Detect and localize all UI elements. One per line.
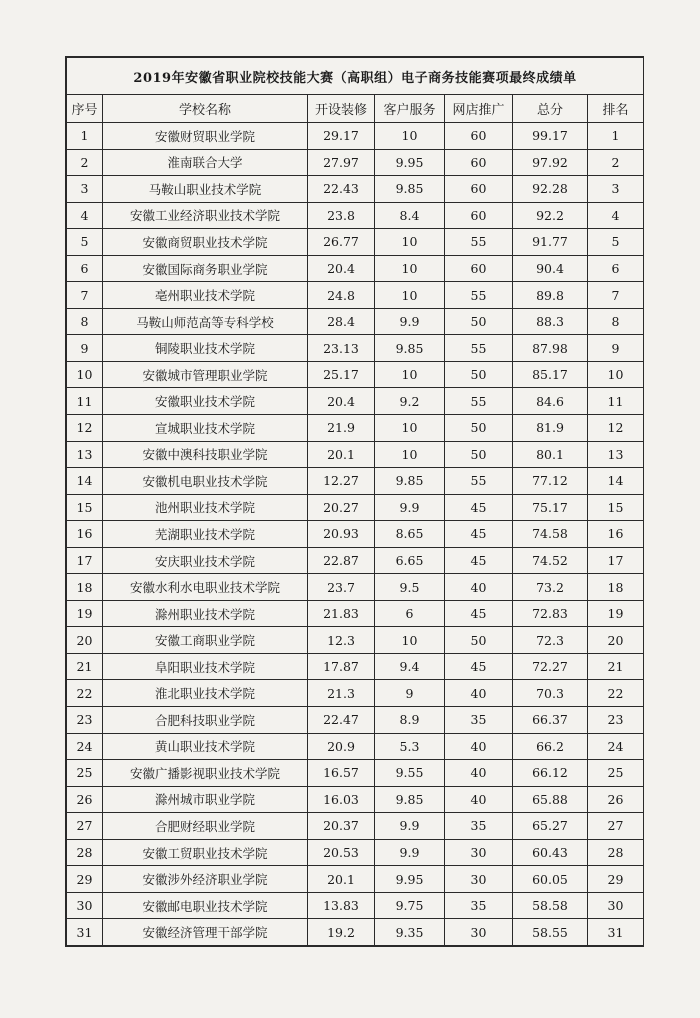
cell-store-setup: 19.2 [308, 919, 375, 946]
cell-rank: 25 [588, 760, 644, 787]
cell-rank: 1 [588, 123, 644, 150]
cell-store-promotion: 50 [445, 441, 513, 468]
cell-store-setup: 22.87 [308, 547, 375, 574]
table-row [67, 468, 644, 495]
header-cell-total: 总分 [513, 95, 588, 123]
cell-total: 81.9 [513, 415, 588, 442]
cell-index: 1 [67, 123, 103, 150]
cell-rank: 30 [588, 892, 644, 919]
cell-index: 3 [67, 176, 103, 203]
cell-index: 22 [67, 680, 103, 707]
cell-store-promotion: 55 [445, 335, 513, 362]
cell-customer-service: 9.2 [375, 388, 445, 415]
cell-store-setup: 17.87 [308, 653, 375, 680]
cell-rank: 4 [588, 202, 644, 229]
cell-total: 60.43 [513, 839, 588, 866]
cell-store-promotion: 30 [445, 919, 513, 946]
cell-school-name: 安徽商贸职业技术学院 [103, 229, 308, 256]
cell-school-name: 安庆职业技术学院 [103, 547, 308, 574]
cell-school-name: 马鞍山师范高等专科学校 [103, 308, 308, 335]
cell-store-setup: 26.77 [308, 229, 375, 256]
cell-customer-service: 10 [375, 627, 445, 654]
cell-total: 65.88 [513, 786, 588, 813]
cell-school-name: 安徽邮电职业技术学院 [103, 892, 308, 919]
cell-index: 12 [67, 415, 103, 442]
cell-store-promotion: 35 [445, 813, 513, 840]
cell-total: 58.58 [513, 892, 588, 919]
cell-school-name: 马鞍山职业技术学院 [103, 176, 308, 203]
cell-rank: 10 [588, 361, 644, 388]
cell-index: 18 [67, 574, 103, 601]
cell-customer-service: 9.35 [375, 919, 445, 946]
cell-total: 65.27 [513, 813, 588, 840]
cell-school-name: 合肥财经职业学院 [103, 813, 308, 840]
header-row [67, 95, 644, 123]
cell-total: 87.98 [513, 335, 588, 362]
cell-store-promotion: 50 [445, 308, 513, 335]
cell-index: 28 [67, 839, 103, 866]
cell-store-setup: 24.8 [308, 282, 375, 309]
cell-store-setup: 22.47 [308, 707, 375, 734]
table-row [67, 680, 644, 707]
cell-rank: 27 [588, 813, 644, 840]
cell-store-promotion: 40 [445, 786, 513, 813]
cell-total: 70.3 [513, 680, 588, 707]
cell-total: 77.12 [513, 468, 588, 495]
cell-index: 19 [67, 600, 103, 627]
cell-index: 17 [67, 547, 103, 574]
cell-school-name: 黄山职业技术学院 [103, 733, 308, 760]
cell-index: 30 [67, 892, 103, 919]
cell-total: 60.05 [513, 866, 588, 893]
cell-customer-service: 10 [375, 123, 445, 150]
cell-store-promotion: 55 [445, 282, 513, 309]
cell-school-name: 安徽工业经济职业技术学院 [103, 202, 308, 229]
cell-store-promotion: 60 [445, 176, 513, 203]
cell-customer-service: 9.85 [375, 786, 445, 813]
cell-rank: 2 [588, 149, 644, 176]
cell-rank: 11 [588, 388, 644, 415]
cell-school-name: 芜湖职业技术学院 [103, 521, 308, 548]
cell-index: 6 [67, 255, 103, 282]
cell-index: 11 [67, 388, 103, 415]
cell-customer-service: 9.55 [375, 760, 445, 787]
cell-store-promotion: 45 [445, 653, 513, 680]
table-row [67, 919, 644, 946]
cell-rank: 3 [588, 176, 644, 203]
cell-customer-service: 9.85 [375, 176, 445, 203]
cell-store-promotion: 35 [445, 892, 513, 919]
cell-store-setup: 21.9 [308, 415, 375, 442]
cell-store-setup: 20.4 [308, 255, 375, 282]
cell-customer-service: 9.5 [375, 574, 445, 601]
cell-index: 23 [67, 707, 103, 734]
cell-school-name: 池州职业技术学院 [103, 494, 308, 521]
cell-customer-service: 10 [375, 282, 445, 309]
cell-store-setup: 23.7 [308, 574, 375, 601]
cell-store-setup: 20.4 [308, 388, 375, 415]
cell-index: 15 [67, 494, 103, 521]
cell-customer-service: 9.95 [375, 149, 445, 176]
table-row [67, 653, 644, 680]
cell-index: 24 [67, 733, 103, 760]
cell-store-setup: 20.1 [308, 441, 375, 468]
cell-school-name: 铜陵职业技术学院 [103, 335, 308, 362]
cell-store-promotion: 50 [445, 361, 513, 388]
cell-store-promotion: 50 [445, 627, 513, 654]
cell-store-promotion: 30 [445, 839, 513, 866]
table-row [67, 866, 644, 893]
cell-total: 72.27 [513, 653, 588, 680]
cell-rank: 8 [588, 308, 644, 335]
cell-total: 72.3 [513, 627, 588, 654]
cell-index: 7 [67, 282, 103, 309]
cell-school-name: 淮南联合大学 [103, 149, 308, 176]
cell-school-name: 安徽涉外经济职业学院 [103, 866, 308, 893]
cell-school-name: 阜阳职业技术学院 [103, 653, 308, 680]
cell-index: 13 [67, 441, 103, 468]
cell-total: 72.83 [513, 600, 588, 627]
cell-total: 84.6 [513, 388, 588, 415]
cell-store-promotion: 60 [445, 255, 513, 282]
cell-rank: 20 [588, 627, 644, 654]
cell-customer-service: 9 [375, 680, 445, 707]
cell-store-setup: 12.27 [308, 468, 375, 495]
table-row [67, 627, 644, 654]
table-row [67, 335, 644, 362]
cell-school-name: 安徽财贸职业学院 [103, 123, 308, 150]
cell-store-setup: 27.97 [308, 149, 375, 176]
cell-rank: 21 [588, 653, 644, 680]
table-row [67, 600, 644, 627]
table-row [67, 361, 644, 388]
cell-rank: 24 [588, 733, 644, 760]
cell-store-promotion: 35 [445, 707, 513, 734]
cell-total: 66.2 [513, 733, 588, 760]
cell-school-name: 合肥科技职业学院 [103, 707, 308, 734]
cell-rank: 31 [588, 919, 644, 946]
cell-store-promotion: 45 [445, 600, 513, 627]
cell-school-name: 安徽城市管理职业学院 [103, 361, 308, 388]
cell-total: 99.17 [513, 123, 588, 150]
cell-customer-service: 6.65 [375, 547, 445, 574]
cell-index: 26 [67, 786, 103, 813]
cell-rank: 15 [588, 494, 644, 521]
cell-customer-service: 9.4 [375, 653, 445, 680]
table-row [67, 494, 644, 521]
cell-school-name: 滁州职业技术学院 [103, 600, 308, 627]
cell-rank: 22 [588, 680, 644, 707]
table-row [67, 255, 644, 282]
cell-store-promotion: 40 [445, 760, 513, 787]
cell-total: 85.17 [513, 361, 588, 388]
cell-store-promotion: 45 [445, 494, 513, 521]
cell-total: 97.92 [513, 149, 588, 176]
cell-store-setup: 23.13 [308, 335, 375, 362]
cell-store-promotion: 45 [445, 521, 513, 548]
cell-index: 2 [67, 149, 103, 176]
cell-rank: 5 [588, 229, 644, 256]
cell-store-setup: 20.37 [308, 813, 375, 840]
cell-customer-service: 5.3 [375, 733, 445, 760]
table-row [67, 176, 644, 203]
cell-store-setup: 25.17 [308, 361, 375, 388]
cell-store-setup: 28.4 [308, 308, 375, 335]
cell-store-promotion: 55 [445, 229, 513, 256]
table-row [67, 415, 644, 442]
cell-total: 90.4 [513, 255, 588, 282]
cell-store-setup: 20.27 [308, 494, 375, 521]
cell-store-promotion: 40 [445, 680, 513, 707]
cell-school-name: 安徽国际商务职业学院 [103, 255, 308, 282]
cell-index: 29 [67, 866, 103, 893]
results-table-frame [65, 56, 644, 947]
cell-customer-service: 9.95 [375, 866, 445, 893]
cell-store-setup: 22.43 [308, 176, 375, 203]
cell-store-promotion: 40 [445, 733, 513, 760]
cell-customer-service: 9.9 [375, 813, 445, 840]
cell-customer-service: 9.9 [375, 494, 445, 521]
table-row [67, 892, 644, 919]
table-row [67, 123, 644, 150]
cell-school-name: 安徽中澳科技职业学院 [103, 441, 308, 468]
cell-total: 75.17 [513, 494, 588, 521]
cell-rank: 9 [588, 335, 644, 362]
cell-store-setup: 20.9 [308, 733, 375, 760]
cell-index: 14 [67, 468, 103, 495]
cell-store-promotion: 60 [445, 202, 513, 229]
table-row [67, 813, 644, 840]
header-cell-rank: 排名 [588, 95, 644, 123]
header-cell-store-setup: 开设装修 [308, 95, 375, 123]
table-row [67, 388, 644, 415]
cell-store-setup: 13.83 [308, 892, 375, 919]
cell-customer-service: 10 [375, 415, 445, 442]
cell-customer-service: 8.4 [375, 202, 445, 229]
cell-total: 80.1 [513, 441, 588, 468]
header-cell-index: 序号 [67, 95, 103, 123]
cell-store-promotion: 30 [445, 866, 513, 893]
table-row [67, 733, 644, 760]
cell-school-name: 滁州城市职业学院 [103, 786, 308, 813]
header-cell-store-promotion: 网店推广 [445, 95, 513, 123]
cell-index: 25 [67, 760, 103, 787]
cell-store-promotion: 45 [445, 547, 513, 574]
cell-rank: 28 [588, 839, 644, 866]
cell-total: 66.37 [513, 707, 588, 734]
cell-customer-service: 8.65 [375, 521, 445, 548]
cell-school-name: 宣城职业技术学院 [103, 415, 308, 442]
cell-customer-service: 10 [375, 361, 445, 388]
cell-index: 8 [67, 308, 103, 335]
cell-store-setup: 16.57 [308, 760, 375, 787]
cell-customer-service: 9.85 [375, 335, 445, 362]
cell-store-promotion: 55 [445, 388, 513, 415]
cell-total: 92.2 [513, 202, 588, 229]
cell-store-setup: 23.8 [308, 202, 375, 229]
cell-total: 73.2 [513, 574, 588, 601]
cell-rank: 23 [588, 707, 644, 734]
cell-school-name: 安徽工商职业学院 [103, 627, 308, 654]
cell-customer-service: 8.9 [375, 707, 445, 734]
cell-customer-service: 10 [375, 441, 445, 468]
cell-rank: 19 [588, 600, 644, 627]
table-title: 2019年安徽省职业院校技能大赛（高职组）电子商务技能赛项最终成绩单 [67, 58, 644, 95]
cell-rank: 17 [588, 547, 644, 574]
cell-school-name: 淮北职业技术学院 [103, 680, 308, 707]
cell-customer-service: 9.9 [375, 839, 445, 866]
cell-index: 9 [67, 335, 103, 362]
header-cell-customer-service: 客户服务 [375, 95, 445, 123]
cell-store-promotion: 60 [445, 123, 513, 150]
cell-index: 5 [67, 229, 103, 256]
results-table [66, 57, 644, 946]
cell-rank: 16 [588, 521, 644, 548]
cell-store-setup: 20.93 [308, 521, 375, 548]
table-row [67, 547, 644, 574]
cell-total: 74.58 [513, 521, 588, 548]
cell-total: 92.28 [513, 176, 588, 203]
cell-store-setup: 21.83 [308, 600, 375, 627]
cell-store-setup: 21.3 [308, 680, 375, 707]
cell-school-name: 亳州职业技术学院 [103, 282, 308, 309]
cell-customer-service: 9.9 [375, 308, 445, 335]
table-row [67, 521, 644, 548]
cell-index: 20 [67, 627, 103, 654]
cell-index: 27 [67, 813, 103, 840]
cell-index: 21 [67, 653, 103, 680]
cell-total: 91.77 [513, 229, 588, 256]
cell-total: 66.12 [513, 760, 588, 787]
cell-store-promotion: 60 [445, 149, 513, 176]
cell-total: 88.3 [513, 308, 588, 335]
cell-store-promotion: 40 [445, 574, 513, 601]
cell-rank: 13 [588, 441, 644, 468]
cell-customer-service: 9.75 [375, 892, 445, 919]
table-row [67, 760, 644, 787]
table-row [67, 786, 644, 813]
table-row [67, 441, 644, 468]
cell-store-setup: 29.17 [308, 123, 375, 150]
cell-customer-service: 10 [375, 255, 445, 282]
cell-customer-service: 9.85 [375, 468, 445, 495]
cell-school-name: 安徽机电职业技术学院 [103, 468, 308, 495]
cell-index: 31 [67, 919, 103, 946]
table-row [67, 839, 644, 866]
cell-total: 58.55 [513, 919, 588, 946]
cell-customer-service: 6 [375, 600, 445, 627]
cell-store-setup: 20.1 [308, 866, 375, 893]
cell-index: 4 [67, 202, 103, 229]
table-row [67, 308, 644, 335]
cell-store-setup: 20.53 [308, 839, 375, 866]
cell-rank: 6 [588, 255, 644, 282]
cell-store-promotion: 55 [445, 468, 513, 495]
cell-rank: 26 [588, 786, 644, 813]
cell-rank: 18 [588, 574, 644, 601]
table-row [67, 574, 644, 601]
cell-total: 74.52 [513, 547, 588, 574]
cell-school-name: 安徽职业技术学院 [103, 388, 308, 415]
header-cell-school: 学校名称 [103, 95, 308, 123]
cell-customer-service: 10 [375, 229, 445, 256]
cell-rank: 14 [588, 468, 644, 495]
cell-total: 89.8 [513, 282, 588, 309]
cell-school-name: 安徽经济管理干部学院 [103, 919, 308, 946]
cell-index: 10 [67, 361, 103, 388]
cell-rank: 7 [588, 282, 644, 309]
cell-school-name: 安徽广播影视职业技术学院 [103, 760, 308, 787]
table-row [67, 202, 644, 229]
cell-store-promotion: 50 [445, 415, 513, 442]
cell-rank: 29 [588, 866, 644, 893]
table-row [67, 707, 644, 734]
table-row [67, 229, 644, 256]
cell-store-setup: 16.03 [308, 786, 375, 813]
cell-store-setup: 12.3 [308, 627, 375, 654]
cell-index: 16 [67, 521, 103, 548]
cell-school-name: 安徽水利水电职业技术学院 [103, 574, 308, 601]
cell-rank: 12 [588, 415, 644, 442]
table-row [67, 149, 644, 176]
cell-school-name: 安徽工贸职业技术学院 [103, 839, 308, 866]
table-row [67, 282, 644, 309]
